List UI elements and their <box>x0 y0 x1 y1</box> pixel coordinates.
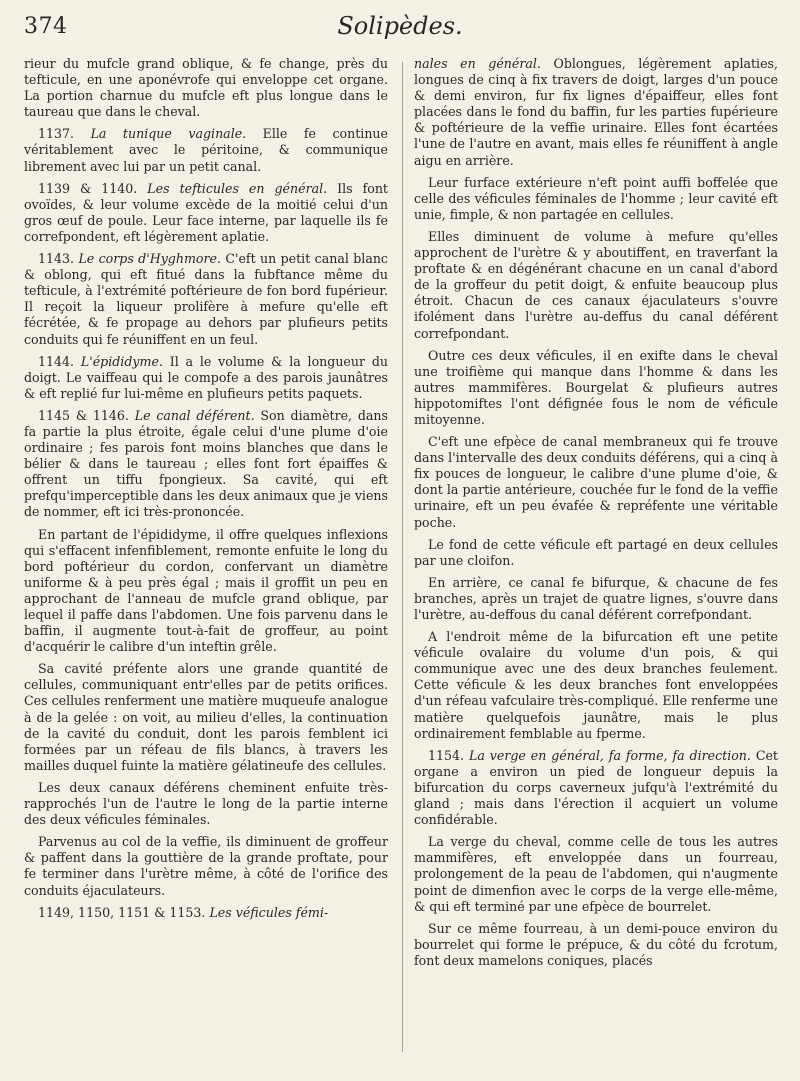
column-rule <box>402 62 403 1052</box>
paragraph-text: Les deux canaux déférens cheminent enfuite très-rapprochés l'un de l'autre le long de la partie interne des deux véficules féminales. <box>24 779 388 828</box>
right-column <box>414 56 778 975</box>
paragraph <box>24 661 388 774</box>
paragraph <box>414 229 778 342</box>
paragraph <box>24 126 388 174</box>
paragraph-text: C'eft un petit canal blanc & oblong, qui eft fitué dans la fubftance même du tefticule, à l'extrémité poftérieure de fon bord fupérieur. Il reçoit la liqueur prolifère à mefure qu'elle eft fécrétée, & fe propage au dehors par plufieurs petits conduits qui fe réuniffent en un feul. <box>24 251 388 347</box>
paragraph <box>414 56 778 169</box>
paragraph-text: Il a le volume & la longueur du doigt. Le vaiffeau qui le compofe a des parois jaunâtres & eft replié fur lui-même en plufieurs petits paquets. <box>24 353 388 401</box>
paragraph <box>414 629 778 742</box>
running-head: Solipèdes. <box>337 12 463 40</box>
paragraph <box>24 251 388 348</box>
paragraph-text: Ils font ovoïdes, & leur volume excède de la moitié celui d'un gros œuf de poule. Leur face interne, par laquelle ils fe correfpondent, eft légèrement aplatie. <box>24 180 388 244</box>
paragraph <box>24 780 388 828</box>
paragraph <box>24 56 388 120</box>
page-number: 374 <box>24 14 68 39</box>
paragraph <box>24 354 388 402</box>
paragraph-text: rieur du mufcle grand oblique, & fe change, près du tefticule, en une aponévrofe qui enveloppe cet organe. La portion charnue du mufcle eft plus longue dans le taureau que dans le cheval. <box>24 56 388 120</box>
paragraph <box>24 408 388 521</box>
paragraph-text: Oblongues, légèrement aplaties, longues de cinq à fix travers de doigt, larges d'un pouce & demi environ, fur fix lignes d'épaiffeur, elles font placées dans le fond du baffin, fur les parties fupérieure & poftérieure de la veffie urinaire. Elles font écartées l'une de l'autre en avant, mais elles fe réuniffent à angle aigu en arrière. <box>414 56 778 168</box>
section-number: 1154. <box>428 747 469 763</box>
left-column <box>24 56 388 927</box>
paragraph-text: Leur furface extérieure n'eft point auffi boffelée que celle des véficules féminales de l'homme ; leur cavité eft unie, fimple, & non partagée en cellules. <box>414 174 778 222</box>
paragraph <box>24 905 388 921</box>
section-title: La tunique vaginale. <box>90 126 263 142</box>
paragraph-text: C'eft une efpèce de canal membraneux qui fe trouve dans l'intervalle des deux conduits déférens, qui a cinq à fix pouces de longueur, le calibre d'une plume d'oie, & dont la partie antérieure, couchée fur le fond de la veffie urinaire, eft un peu évafée & repréfente une véritable poche. <box>414 434 778 530</box>
section-number: 1149, 1150, 1151 & 1153. <box>38 904 210 920</box>
paragraph <box>414 748 778 828</box>
section-number: 1145 & 1146. <box>38 407 135 423</box>
paragraph <box>414 575 778 623</box>
section-title: Les tefticules en général. <box>147 180 338 196</box>
paragraph-text: Sa cavité préfente alors une grande quantité de cellules, communiquant entr'elles par de petits orifices. Ces cellules renferment une matière muqueufe analogue à de la gelée : on voit, au milieu d'elles, la continuation de la cavité du conduit, dont les parois femblent ici formées par un réfeau de fils blancs, à travers les mailles duquel fuinte la matière gélatineufe des cellules. <box>24 661 388 773</box>
section-number: 1144. <box>38 353 81 369</box>
paragraph-text: Parvenus au col de la veffie, ils diminuent de groffeur & paffent dans la gouttière de la grande proftate, pour fe terminer dans l'urètre même, à côté de l'orifice des conduits éjaculateurs. <box>24 834 388 898</box>
section-number: 1139 & 1140. <box>38 180 148 196</box>
section-number: 1137. <box>38 126 91 142</box>
section-title: Le corps d'Hyghmore. <box>78 251 226 267</box>
paragraph-text: Elles diminuent de volume à mefure qu'elles approchent de l'urètre & y aboutiffent, en traverfant la proftate & en dégénérant chacune en un canal d'abord de la groffeur du petit doigt, & enfuite beaucoup plus étroit. Chacun de ces canaux éjaculateurs s'ouvre ifolément dans l'urètre au-deffus du canal déférent correfpondant. <box>414 228 778 341</box>
section-title: L'épididyme. <box>80 353 170 369</box>
section-title: La verge en général, fa forme, fa direction. <box>468 747 756 763</box>
paragraph-text: Sur ce même fourreau, à un demi-pouce environ du bourrelet qui forme le prépuce, & du côté du fcrotum, font deux mamelons coniques, placés <box>414 920 778 968</box>
paragraph <box>24 527 388 656</box>
paragraph-text: Le fond de cette véficule eft partagé en deux cellules par une cloifon. <box>414 536 778 568</box>
text-columns <box>24 56 782 1056</box>
paragraph-text: En partant de l'épididyme, il offre quelques inflexions qui s'effacent infenfiblement, remonte enfuite le long du bord poftérieur du cordon, confervant un diamètre uniforme & à peu près égal ; mais il groffit un peu en approchant de l'anneau de mufcle grand oblique, par lequel il paffe dans l'abdomen. Une fois parvenu dans le baffin, il augmente tout-à-fait de groffeur, au point d'acquérir le calibre d'un inteftin grêle. <box>24 526 388 655</box>
paragraph <box>414 348 778 428</box>
paragraph-text: Cet organe a environ un pied de longueur depuis la bifurcation du corps caverneux jufqu'à l'extrémité du gland ; mais dans l'érection il acquiert un volume confidérable. <box>414 747 778 828</box>
section-title: Le canal déférent. <box>134 407 261 423</box>
paragraph <box>414 434 778 531</box>
paragraph <box>414 175 778 223</box>
paragraph-text: A l'endroit même de la bifurcation eft une petite véficule ovalaire du volume d'un pois, & qui communique avec une des deux branches feulement. Cette véficule & les deux branches font enveloppées d'un réfeau vafculaire très-compliqué. Elle renferme une matière quelquefois jaunâtre, mais le plus ordinairement femblable au fperme. <box>414 629 778 741</box>
paragraph-text: La verge du cheval, comme celle de tous les autres mammifères, eft enveloppée dans un fourreau, prolongement de la peau de l'abdomen, qui n'augmente point de dimenfion avec le corps de la verge elle-même, & qui eft terminé par une efpèce de bourrelet. <box>414 834 778 914</box>
paragraph <box>24 181 388 245</box>
paragraph <box>24 834 388 898</box>
paragraph <box>414 537 778 569</box>
section-title: nales en général. <box>414 56 554 71</box>
paragraph-text: Son diamètre, dans fa partie la plus étroite, égale celui d'une plume d'oie ordinaire ; fes parois font moins blanches que dans le bélier & dans le taureau ; elles font fort épaiffes & offrent un tiffu fpongieux. Sa cavité, qui eft prefqu'imperceptible dans les deux animaux que je viens de nommer, eft ici très-prononcée. <box>24 407 388 520</box>
paragraph-text: En arrière, ce canal fe bifurque, & chacune de fes branches, après un trajet de quatre lignes, s'ouvre dans l'urètre, au-deffous du canal déférent correfpondant. <box>414 574 778 622</box>
paragraph-text: Elle fe continue véritablement avec le péritoine, & communique librement avec lui par un petit canal. <box>24 126 388 174</box>
paragraph <box>414 921 778 969</box>
paragraph <box>414 834 778 914</box>
section-title: Les véficules fémi- <box>209 904 329 920</box>
section-number: 1143. <box>38 251 79 267</box>
paragraph-text: Outre ces deux véficules, il en exifte dans le cheval une troifième qui manque dans l'homme & dans les autres mammifères. Bourgelat & plufieurs autres hippotomiftes l'ont défignée fous le nom de véficule mitoyenne. <box>414 347 778 427</box>
